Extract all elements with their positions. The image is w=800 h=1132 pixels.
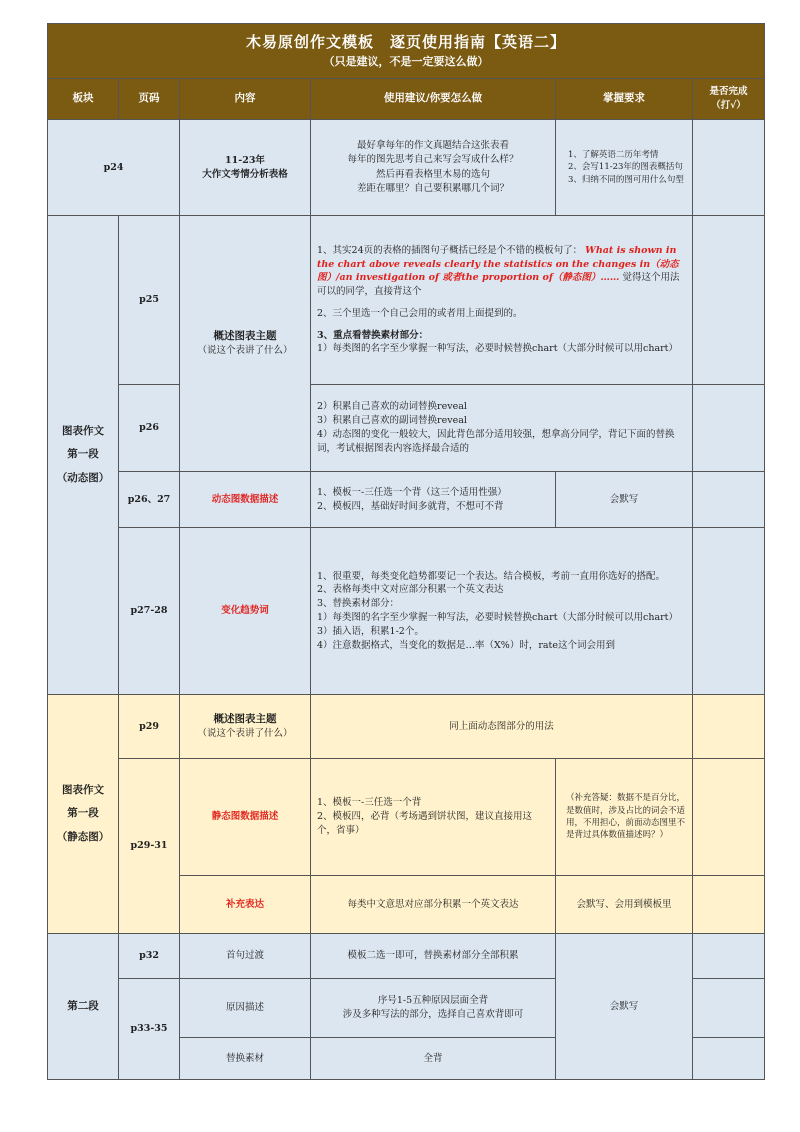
header-done-label: 是否完成 <box>709 85 748 97</box>
advice-line: 最好拿每年的作文真题结合这张表看 <box>356 140 509 151</box>
advice-replacement: 全背 <box>311 1038 556 1080</box>
advice-line: 1）每类图的名字至少掌握一种写法，必要时候替换chart（大部分时候可以用chart） <box>317 612 678 623</box>
content-p29-31: 静态图数据描述 <box>180 759 311 876</box>
req-note: （补充答疑：数据不是百分比，是数值时，涉及占比的词会不适用，不用担心，前面动态图里不是背过具体数值描述吗？） <box>566 793 686 841</box>
requirement-p24 <box>556 120 693 216</box>
page-p26-27: p26、27 <box>119 472 180 528</box>
req-line: 1、了解英语二历年考情 <box>568 150 659 161</box>
section-dynamic-chart <box>48 216 119 695</box>
section-sub: 第一段 <box>67 807 99 820</box>
section-name: 图表作文 <box>62 425 104 438</box>
requirement-p32-35: 会默写 <box>556 934 693 1080</box>
advice-p24 <box>311 120 556 216</box>
advice-p25-line1 <box>317 244 686 299</box>
section-paragraph-two: 第二段 <box>48 934 119 1080</box>
advice-line: 4）注意数据格式，当变化的数据是…率（X%）时，rate这个词会用到 <box>317 639 615 651</box>
template-sentence-en: What is shown in the chart above reveals clearly the statistics on <box>317 244 677 270</box>
page-p27-28: p27-28 <box>119 528 180 695</box>
requirement-p26-27: 会默写 <box>556 472 693 528</box>
advice-line: 1、模板一-三任选一个背（这三个适用性强） <box>317 486 507 498</box>
section-sub: 第一段 <box>67 448 99 461</box>
advice-line: 1）每类图的名字至少掌握一种写法，必要时候替换chart（大部分时候可以用chart） <box>317 343 678 355</box>
section-name: 图表作文 <box>62 784 104 797</box>
page-p32: p32 <box>119 934 180 979</box>
advice-line: 2、模板四，必背（考场遇到饼状图，建议直接用这个，省事） <box>317 811 533 836</box>
advice-line: 1、很重要，每类变化趋势都要记一个表达。结合模板，考前一直用你选好的搭配。 <box>317 570 666 582</box>
content-p26-27: 动态图数据描述 <box>180 472 311 528</box>
title-banner <box>48 24 765 79</box>
advice-line: 涉及多种写法的部分，选择自己喜欢背即可 <box>342 1009 524 1020</box>
advice-line: 每年的图先思考自己来写会写成什么样？ <box>347 154 519 166</box>
content-p24 <box>180 120 311 216</box>
content-p24-line2: 大作文考情分析表格 <box>202 168 288 180</box>
header-done-hint: （打√） <box>711 100 746 111</box>
advice-line: 3、替换素材部分： <box>317 598 400 610</box>
page-p24: p24 <box>48 120 180 216</box>
content-title: 概述图表主题 <box>213 330 277 342</box>
header-requirement: 掌握要求 <box>556 79 693 120</box>
header-done <box>693 79 765 120</box>
done-cell-p25[interactable] <box>693 216 765 385</box>
content-replacement: 替换素材 <box>180 1038 311 1080</box>
done-cell-p27-28[interactable] <box>693 528 765 695</box>
done-cell-replacement[interactable] <box>693 1038 765 1080</box>
advice-p29: 同上面动态图部分的用法 <box>311 695 693 759</box>
done-cell-p24[interactable] <box>693 120 765 216</box>
advice-line: 然后再看表格里木易的选句 <box>375 168 490 180</box>
advice-line: 2）积累自己喜欢的动词替换reveal <box>317 401 467 413</box>
content-p33-35: 原因描述 <box>180 979 311 1038</box>
advice-p26-27 <box>311 472 556 528</box>
advice-text: 觉得这个用法可以的同学，直接背这个 <box>317 272 680 298</box>
done-cell-p26-27[interactable] <box>693 472 765 528</box>
guide-sheet <box>47 23 764 1080</box>
req-line: 2、会写11-23年的图表概括句 <box>568 162 683 173</box>
page-p26: p26 <box>119 385 180 472</box>
content-p24-line1: 11-23年 <box>225 154 265 166</box>
template-sentence-en-2: the changes in（动态图）/an investigation of 或者the proportion of（静态图）…… <box>317 258 679 284</box>
section-type: （静态图） <box>56 830 110 843</box>
advice-line: 差距在哪里？自己要积累哪几个词？ <box>356 182 509 194</box>
advice-p25 <box>311 216 693 385</box>
page-subtitle: （只是建议，不是一定要这么做） <box>323 54 489 68</box>
done-cell-p29-31[interactable] <box>693 759 765 876</box>
page-p33-35: p33-35 <box>119 979 180 1080</box>
content-title: 概述图表主题 <box>213 713 277 725</box>
advice-line: 4）动态图的变化一般较大，因此背色部分适用较强，想拿高分同学，背记下面的替换词，考试根据图表内容选择最合适的 <box>317 429 675 454</box>
advice-line: 2、模板四，基础好时间多就背，不想可不背 <box>317 500 504 512</box>
section-type: （动态图） <box>56 471 110 484</box>
content-supplement: 补充表达 <box>180 876 311 934</box>
content-p27-28: 变化趋势词 <box>180 528 311 695</box>
advice-line: 序号1-5五种原因层面全背 <box>377 995 489 1007</box>
content-sub: （说这个表讲了什么） <box>197 728 293 740</box>
content-p29 <box>180 695 311 759</box>
done-cell-p33-35[interactable] <box>693 979 765 1038</box>
done-cell-p32[interactable] <box>693 934 765 979</box>
content-sub: （说这个表讲了什么） <box>197 345 293 357</box>
page-title: 木易原创作文模板 逐页使用指南【英语二】 <box>246 33 567 52</box>
page-p29: p29 <box>119 695 180 759</box>
advice-p33-35 <box>311 979 556 1038</box>
page-p25: p25 <box>119 216 180 385</box>
advice-line: 2、表格每类中文对应部分积累一个英文表达 <box>317 584 504 596</box>
advice-p27-28 <box>311 528 693 695</box>
advice-p32: 模板二选一即可，替换素材部分全部积累 <box>311 934 556 979</box>
content-p25-26 <box>180 216 311 472</box>
done-cell-p29[interactable] <box>693 695 765 759</box>
header-section: 板块 <box>48 79 119 120</box>
advice-supplement: 每类中文意思对应部分积累一个英文表达 <box>311 876 556 934</box>
advice-line: 3）积累自己喜欢的副词替换reveal <box>317 415 467 427</box>
done-cell-supplement[interactable] <box>693 876 765 934</box>
advice-text: 1、其实24页的表格的插图句子概括已经是个不错的模板句了： <box>317 244 583 256</box>
header-content: 内容 <box>180 79 311 120</box>
req-line: 3、归纳不同的图可用什么句型 <box>568 174 684 185</box>
content-p32: 首句过渡 <box>180 934 311 979</box>
advice-line: 1、模板一-三任选一个背 <box>317 797 422 809</box>
header-page: 页码 <box>119 79 180 120</box>
header-advice: 使用建议/你要怎么做 <box>311 79 556 120</box>
requirement-p29-31 <box>556 759 693 876</box>
advice-line: 3、重点看替换素材部分： <box>317 329 429 341</box>
section-static-chart <box>48 695 119 934</box>
advice-p29-31 <box>311 759 556 876</box>
guide-table <box>47 23 765 1080</box>
advice-p26 <box>311 385 693 472</box>
done-cell-p26[interactable] <box>693 385 765 472</box>
advice-line: 2、三个里选一个自己会用的或者用上面提到的。 <box>317 307 523 319</box>
requirement-supplement: 会默写、会用到模板里 <box>556 876 693 934</box>
advice-line: 3）插入语，积累1-2个。 <box>317 625 424 637</box>
page-p29-31: p29-31 <box>119 759 180 934</box>
